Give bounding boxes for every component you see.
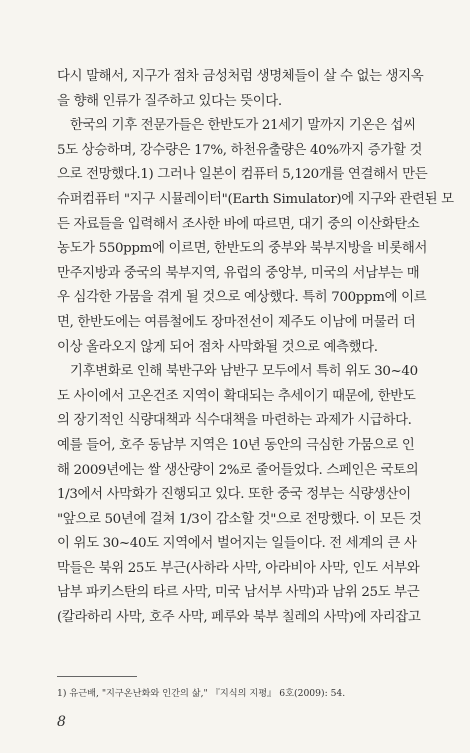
text-line: 예를 들어, 호주 동남부 지역은 10년 동안의 극심한 가뭄으로 인: [57, 437, 415, 453]
page-number: 8: [57, 714, 66, 730]
text-line: 다시 말해서, 지구가 점차 금성처럼 생명체들이 살 수 없는 생지옥: [57, 69, 424, 84]
text-line: 농도가 550ppm에 이르면, 한반도의 중부와 북부지방을 비롯해서: [57, 241, 428, 257]
text-line: 해 2009년에는 쌀 생산량이 2%로 줄어들었다. 스페인은 국토의: [57, 462, 419, 478]
text-line: 든 자료들을 입력해서 조사한 바에 따르면, 대기 중의 이산화탄소: [57, 216, 420, 232]
text-line: 기후변화로 인해 북반구와 남반구 모두에서 특히 위도 30~40: [70, 364, 418, 380]
text-line: 막들은 북위 25도 부근(사하라 사막, 아라비아 사막, 인도 서부와: [57, 560, 420, 576]
text-line: (칼라하리 사막, 호주 사막, 페루와 북부 칠레의 사막)에 자리잡고: [57, 610, 421, 626]
body-text: [57, 65, 454, 631]
text-line: 한국의 기후 전문가들은 한반도가 21세기 말까지 기온은 섭씨: [70, 118, 416, 134]
text-line: "앞으로 50년에 걸쳐 1/3이 감소할 것"으로 전망했다. 이 모든 것: [57, 511, 422, 527]
text-line: 만주지방과 중국의 북부지역, 유럽의 중앙부, 미국의 서남부는 매: [57, 265, 420, 281]
text-line: 도 사이에서 고온건조 지역이 확대되는 추세이기 때문에, 한반도: [57, 388, 416, 404]
text-line: 우 심각한 가뭄을 겪게 될 것으로 예상했다. 특히 700ppm에 이르: [57, 290, 427, 306]
text-line: 이 위도 30~40도 지역에서 벌어지는 일들이다. 전 세계의 큰 사: [57, 536, 417, 552]
text-line: 면, 한반도에는 여름철에도 장마전선이 제주도 이남에 머물러 더: [57, 314, 416, 330]
text-line: 슈퍼컴퓨터 "지구 시뮬레이터"(Earth Simulator)에 지구와 관련된 모: [57, 191, 454, 207]
text-line: 1/3에서 사막화가 진행되고 있다. 또한 중국 정부는 식량생산이: [57, 487, 411, 503]
text-line: 이상 올라오지 않게 되어 점차 사막화될 것으로 예측했다.: [57, 339, 378, 355]
text-line: 을 향해 인류가 질주하고 있다는 뜻이다.: [57, 93, 282, 109]
text-line: 으로 전망했다.1) 그러나 일본이 컴퓨터 5,120개를 연결해서 만든: [57, 167, 428, 183]
footnote-divider: [57, 676, 137, 677]
text-line: 5도 상승하며, 강수량은 17%, 하천유출량은 40%까지 증가할 것: [57, 142, 423, 158]
footnote: 1) 유근배, "지구온난화와 인간의 삶," 『지식의 지평』 6호(2009): 54.: [57, 688, 346, 699]
text-line: 의 장기적인 식량대책과 식수대책을 마련하는 과제가 시급하다.: [57, 413, 412, 429]
text-line: 남부 파키스탄의 타르 사막, 미국 남서부 사막)과 남위 25도 부근: [57, 585, 420, 601]
